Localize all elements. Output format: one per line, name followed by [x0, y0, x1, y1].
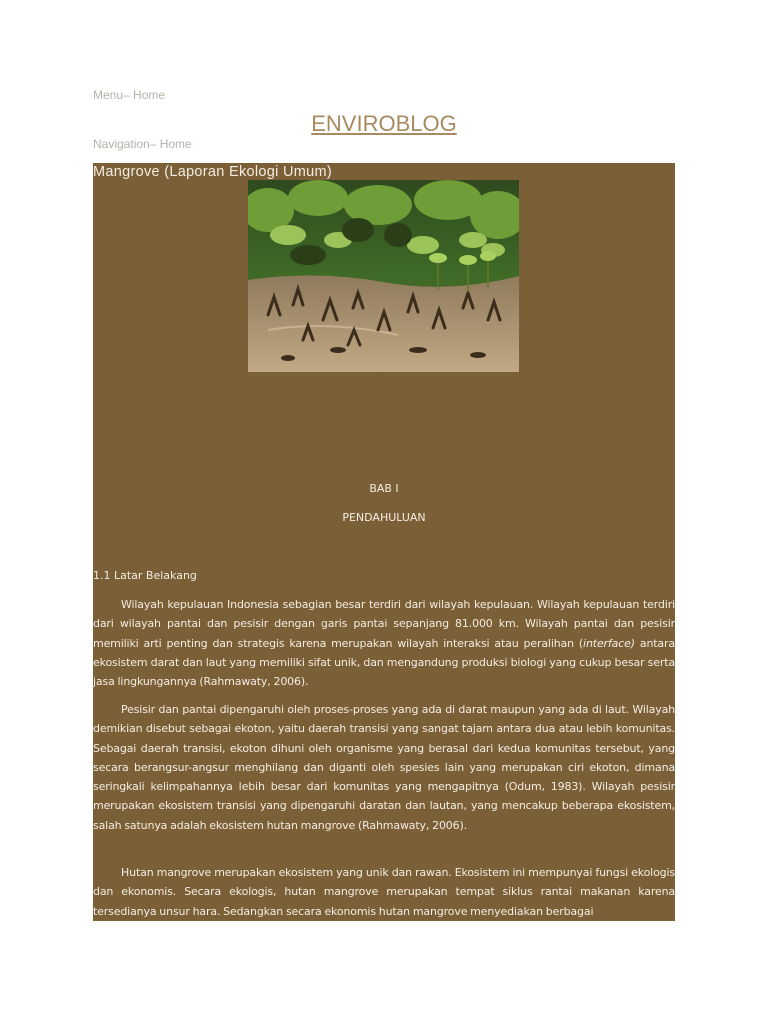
post-content: [93, 163, 675, 921]
paragraph-2: Pesisir dan pantai dipengaruhi oleh proses-proses yang ada di darat maupun yang ada di laut. Wilayah demikian disebut sebagai ekoton, yaitu daerah transisi yang sangat tajam antara dua atau lebih komunitas. Sebagai daerah transisi, ekoton dihuni oleh organisme yang berasal dari kedua komunitas tersebut, yang secara berangsur-angsur menghilang dan diganti oleh spesies lain yang merupakan ciri ekoton, dimana seringkali kelimpahannya lebih besar dari komunitas yang mengapitnya (Odum, 1983). Wilayah pesisir merupakan ekosistem transisi yang dipengaruhi daratan dan lautan, yang mencakup beberapa ekosistem, salah satunya adalah ekosistem hutan mangrove (Rahmawaty, 2006).: [93, 703, 675, 832]
paragraph-1-text-end: antara ekosistem darat dan laut yang memiliki sifat unik, dan mengandung produksi biologi yang cukup besar serta jasa lingkungannya (Rahmawaty, 2006).: [93, 636, 675, 689]
mangrove-photo: [248, 180, 519, 372]
paragraph-1: [93, 595, 675, 691]
chapter-title: PENDAHULUAN: [342, 511, 426, 524]
navigation-home-link[interactable]: Navigation– Home: [93, 137, 192, 151]
paragraph-1-text-start: Wilayah kepulauan Indonesia sebagian besar terdiri dari wilayah kepulauan. Wilayah kepulauan terdiri dari wilayah pantai dan pesisir dengan garis pantai sepanjang 81.000 km. Wilayah pantai dan pesisir memiliki arti penting dan strategis karena merupakan wilayah interaksi atau peralihan (: [93, 598, 675, 650]
paragraph-1-italic-term: interface): [583, 636, 635, 650]
menu-home-link[interactable]: Menu– Home: [93, 88, 166, 102]
post-title: Mangrove (Laporan Ekologi Umum): [93, 164, 332, 180]
blog-title-link[interactable]: ENVIROBLOG: [311, 111, 457, 136]
section-heading: 1.1 Latar Belakang: [93, 569, 197, 582]
chapter-label: BAB I: [369, 482, 399, 495]
paragraph-3: Hutan mangrove merupakan ekosistem yang unik dan rawan. Ekosistem ini mempunyai fungsi ekologis dan ekonomis. Secara ekologis, hutan mangrove merupakan tempat siklus rantai makanan karena tersedianya unsur hara. Sedangkan secara ekonomis hutan mangrove menyediakan berbagai: [93, 866, 675, 918]
